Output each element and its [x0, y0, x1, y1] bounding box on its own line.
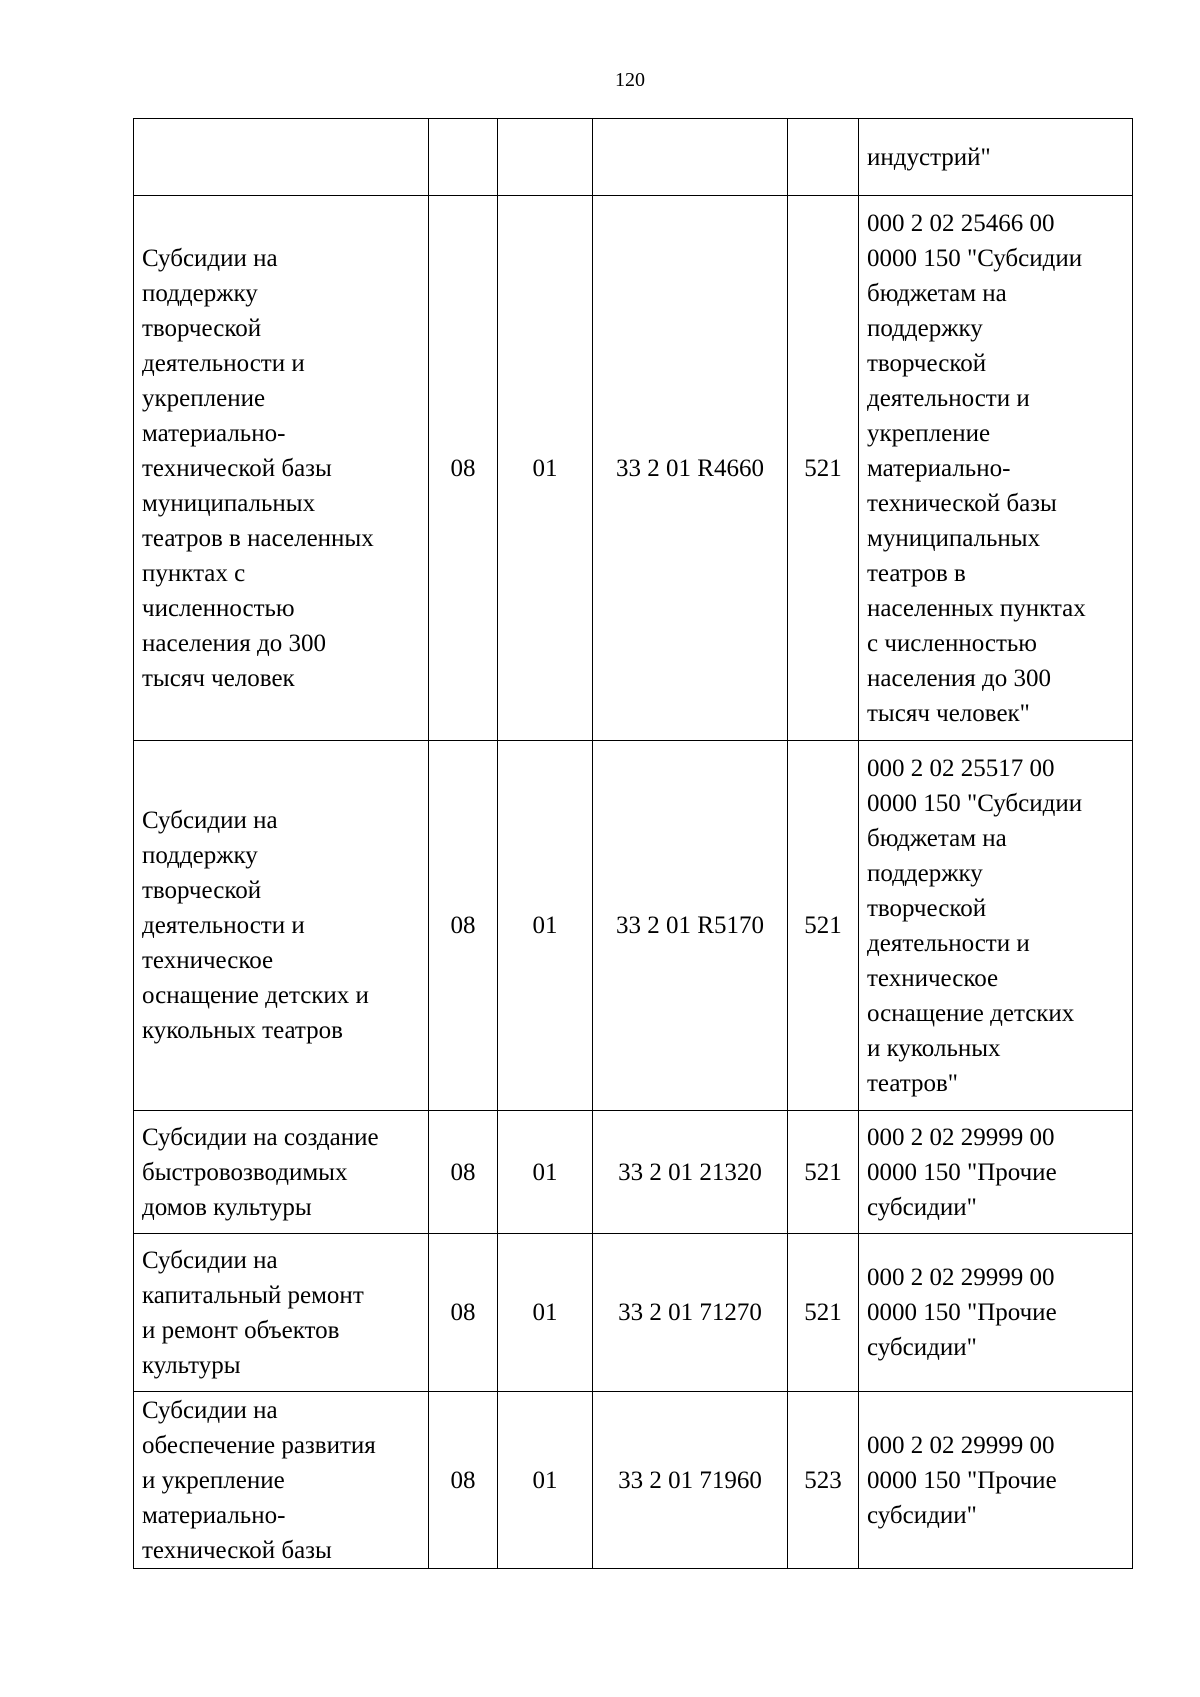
income-code-line: субсидии": [867, 1193, 977, 1221]
description-line: деятельности и: [142, 912, 305, 939]
income-code-line: населения до 300: [867, 664, 1052, 692]
table-row: [134, 1234, 1133, 1392]
section-cell: 08: [429, 1234, 498, 1392]
income-code-line: деятельности и: [867, 929, 1030, 957]
income-code-line: театров": [867, 1069, 959, 1097]
target-article-cell: 33 2 01 21320: [593, 1111, 788, 1234]
expense-type-cell: 521: [788, 196, 859, 741]
description-line: оснащение детских и: [142, 982, 369, 1009]
subsection-cell: 01: [498, 741, 593, 1111]
description-line: и укрепление: [142, 1466, 285, 1494]
target-article-cell: [593, 119, 788, 196]
expense-type-cell: 523: [788, 1392, 859, 1569]
income-code-line: технической базы: [867, 489, 1057, 517]
description-line: поддержку: [142, 842, 258, 869]
income-code-line: 0000 150 "Субсидии: [867, 244, 1083, 272]
income-code-line: бюджетам на: [867, 824, 1007, 852]
description-line: быстровозводимых: [142, 1158, 348, 1186]
income-code-line: индустрий": [867, 143, 991, 171]
description-cell: [134, 196, 429, 741]
table-row: [134, 1111, 1133, 1234]
description-line: тысяч человек: [142, 664, 295, 692]
target-article-cell: 33 2 01 R4660: [593, 196, 788, 741]
income-code-line: 0000 150 "Прочие: [867, 1299, 1057, 1326]
section-cell: 08: [429, 196, 498, 741]
subsection-cell: 01: [498, 196, 593, 741]
income-code-line: 000 2 02 25517 00: [867, 754, 1055, 782]
description-line: укрепление: [142, 384, 266, 412]
description-line: культуры: [142, 1351, 241, 1379]
description-line: материально-: [142, 419, 286, 447]
income-code-line: 0000 150 "Прочие: [867, 1158, 1057, 1186]
description-line: Субсидии на создание: [142, 1123, 379, 1151]
description-line: домов культуры: [142, 1193, 312, 1221]
income-code-line: бюджетам на: [867, 279, 1007, 307]
income-code-line: субсидии": [867, 1334, 977, 1361]
description-line: творческой: [142, 877, 262, 904]
description-cell: [134, 1111, 429, 1234]
description-line: технической базы: [142, 1536, 332, 1564]
description-line: населения до 300: [142, 629, 327, 657]
income-code-line: тысяч человек": [867, 699, 1030, 727]
description-line: капитальный ремонт: [142, 1281, 364, 1309]
income-code-cell: [859, 741, 1133, 1111]
section-cell: 08: [429, 1392, 498, 1569]
table-row: [134, 119, 1133, 196]
target-article-cell: 33 2 01 71960: [593, 1392, 788, 1569]
income-code-line: творческой: [867, 894, 987, 922]
expense-type-cell: 521: [788, 1111, 859, 1234]
target-article-cell: 33 2 01 R5170: [593, 741, 788, 1111]
income-code-line: с численностью: [867, 629, 1037, 657]
income-code-line: театров в: [867, 559, 966, 587]
income-code-line: поддержку: [867, 859, 983, 887]
income-code-line: муниципальных: [867, 524, 1041, 552]
income-code-cell: [859, 1392, 1133, 1569]
income-code-line: субсидии": [867, 1501, 977, 1529]
income-code-line: 000 2 02 29999 00: [867, 1264, 1055, 1291]
table-row: [134, 741, 1133, 1111]
description-line: техническое: [142, 947, 274, 974]
description-line: деятельности и: [142, 349, 305, 377]
subsection-cell: 01: [498, 1234, 593, 1392]
target-article-cell: 33 2 01 71270: [593, 1234, 788, 1392]
income-code-line: 000 2 02 29999 00: [867, 1431, 1055, 1459]
description-line: Субсидии на: [142, 1396, 278, 1424]
description-line: Субсидии на: [142, 807, 278, 834]
income-code-line: деятельности и: [867, 384, 1030, 412]
description-line: Субсидии на: [142, 244, 278, 272]
description-line: обеспечение развития: [142, 1431, 376, 1459]
description-cell: [134, 741, 429, 1111]
income-code-line: 0000 150 "Прочие: [867, 1466, 1057, 1494]
expense-type-cell: [788, 119, 859, 196]
section-cell: [429, 119, 498, 196]
description-line: кукольных театров: [142, 1017, 343, 1044]
income-code-line: населенных пунктах: [867, 594, 1086, 622]
income-code-line: творческой: [867, 349, 987, 377]
description-line: Субсидии на: [142, 1246, 278, 1274]
section-cell: 08: [429, 1111, 498, 1234]
description-line: материально-: [142, 1501, 286, 1529]
income-code-line: 000 2 02 29999 00: [867, 1123, 1055, 1151]
subsection-cell: [498, 119, 593, 196]
description-line: творческой: [142, 314, 262, 342]
page-number: 120: [615, 69, 645, 91]
expense-type-cell: 521: [788, 741, 859, 1111]
description-line: театров в населенных: [142, 524, 374, 552]
income-code-cell: [859, 1111, 1133, 1234]
description-line: муниципальных: [142, 489, 316, 517]
description-line: технической базы: [142, 454, 332, 482]
income-code-cell: [859, 196, 1133, 741]
description-cell: [134, 1392, 429, 1569]
income-code-line: материально-: [867, 454, 1011, 482]
description-line: пунктах с: [142, 559, 246, 587]
description-line: поддержку: [142, 279, 258, 307]
income-code-line: укрепление: [867, 419, 991, 447]
income-code-cell: [859, 119, 1133, 196]
description-cell: [134, 1234, 429, 1392]
description-cell: [134, 119, 429, 196]
table-row: [134, 1392, 1133, 1569]
description-line: численностью: [142, 594, 295, 622]
income-code-line: оснащение детских: [867, 999, 1075, 1027]
income-code-line: техническое: [867, 964, 999, 992]
description-line: и ремонт объектов: [142, 1316, 340, 1344]
subsection-cell: 01: [498, 1392, 593, 1569]
expense-type-cell: 521: [788, 1234, 859, 1392]
income-code-line: 0000 150 "Субсидии: [867, 789, 1083, 817]
income-code-cell: [859, 1234, 1133, 1392]
table-row: [134, 196, 1133, 741]
section-cell: 08: [429, 741, 498, 1111]
income-code-line: 000 2 02 25466 00: [867, 209, 1055, 237]
income-code-line: поддержку: [867, 314, 983, 342]
budget-table: [133, 118, 1133, 1569]
subsection-cell: 01: [498, 1111, 593, 1234]
income-code-line: и кукольных: [867, 1034, 1001, 1062]
